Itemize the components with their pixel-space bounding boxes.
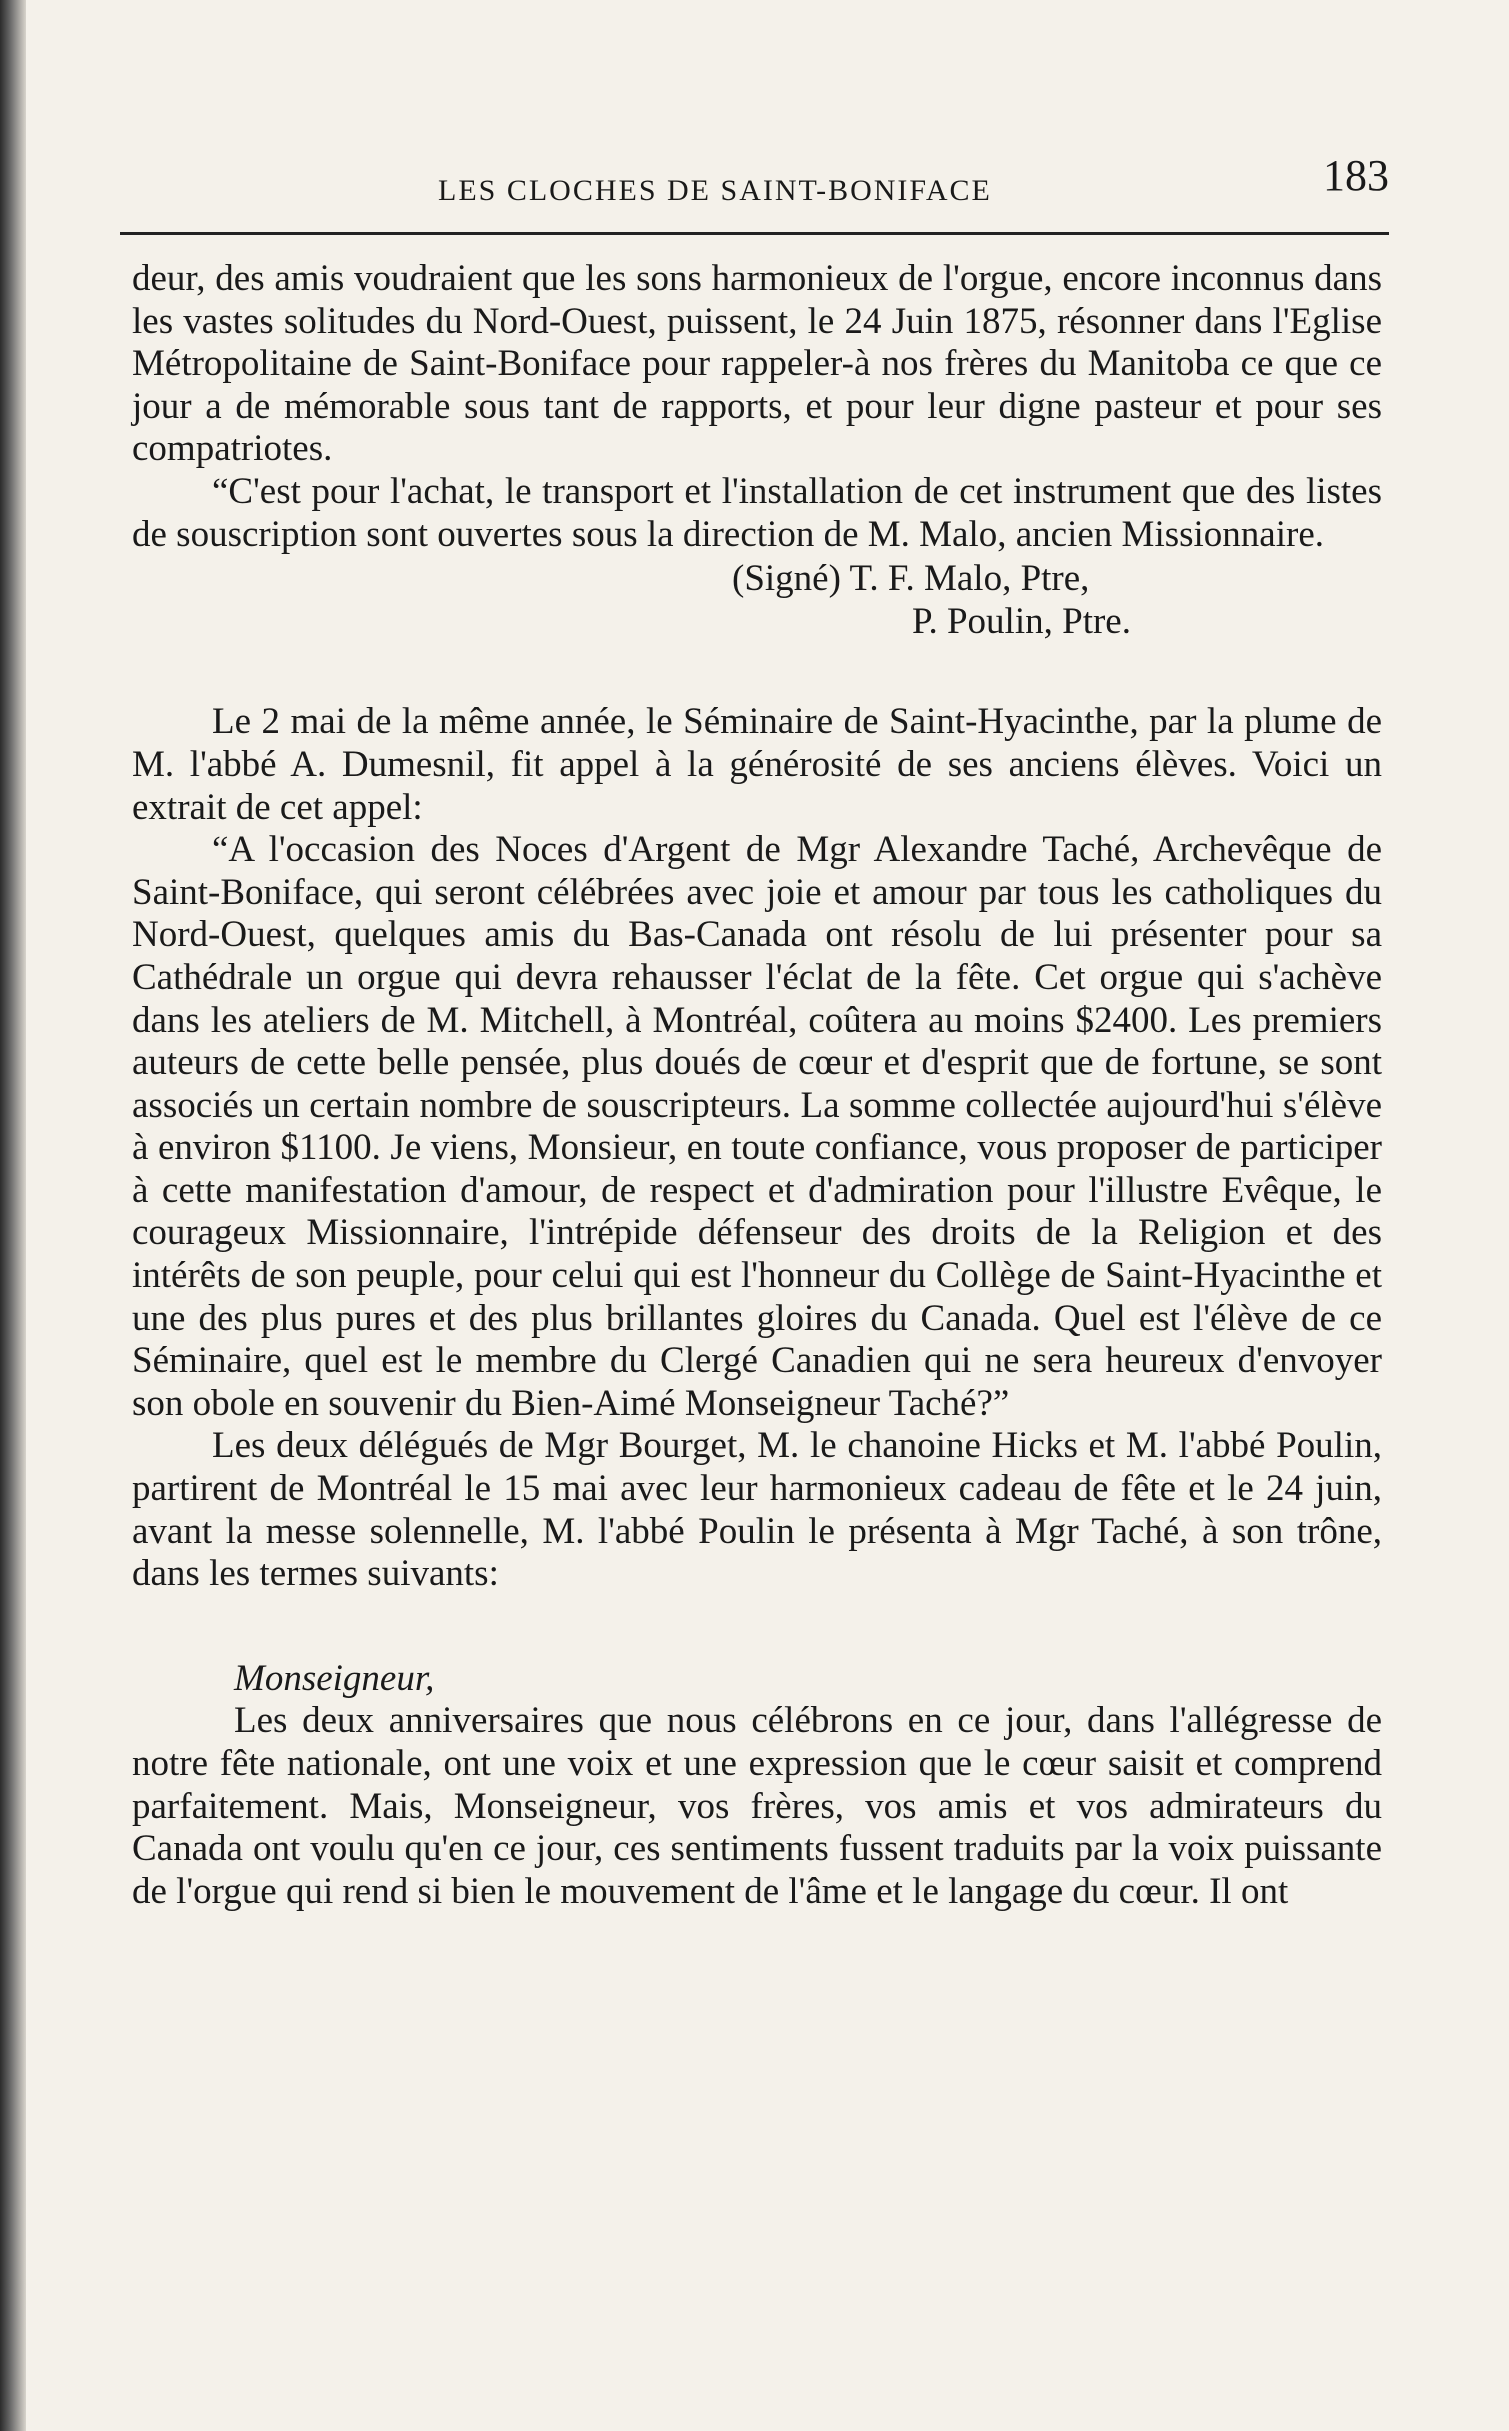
running-title: LES CLOCHES DE SAINT-BONIFACE: [438, 174, 992, 207]
paragraph-address: Les deux anniversaires que nous célébrons en ce jour, dans l'allégresse de notre fête nationale, ont une voix et une expression que le cœur saisit et comprend parfaitement. Mais, Monseigneur, vos frères, vos amis et vos admirateurs du Canada ont voulu qu'en ce jour, ces sentiments fussent traduits par la voix puissante de l'orgue qui rend si bien le mouvement de l'âme et le langage du cœur. Il ont: [132, 1700, 1382, 1912]
section-gap: [132, 643, 1382, 701]
signature-block: [132, 558, 1382, 643]
paragraph-seminary-appeal: Le 2 mai de la même année, le Séminaire de Saint-Hyacinthe, par la plume de M. l'abbé A. Dumesnil, fit appel à la générosité de ses anciens élèves. Voici un extrait de cet appel:: [132, 701, 1382, 828]
paragraph-continuation: deur, des amis voudraient que les sons harmonieux de l'orgue, encore inconnus dans les vastes solitudes du Nord-Ouest, puissent, le 24 Juin 1875, résonner dans l'Eglise Métropolitaine de Saint-Boniface pour rappeler-à nos frères du Manitoba ce que ce jour a de mémorable sous tant de rapports, et pour leur digne pasteur et pour ses compatriotes.: [132, 258, 1382, 470]
paragraph-appeal-quote: “A l'occasion des Noces d'Argent de Mgr Alexandre Taché, Archevêque de Saint-Boniface, qui seront célébrées avec joie et amour par tous les catholiques du Nord-Ouest, quelques amis du Bas-Canada ont résolu de lui présenter pour sa Cathédrale un orgue qui devra rehausser l'éclat de la fête. Cet orgue qui s'achève dans les ateliers de M. Mitchell, à Montréal, coûtera au moins $2400. Les premiers auteurs de cette belle pensée, plus doués de cœur et d'esprit que de fortune, se sont associés un certain nombre de souscripteurs. La somme collectée aujourd'hui s'élève à environ $1100. Je viens, Monsieur, en toute confiance, vous proposer de participer à cette manifestation d'amour, de respect et d'admiration pour l'illustre Evêque, le courageux Missionnaire, l'intrépide défenseur des droits de la Religion et des intérêts de son peuple, pour celui qui est l'honneur du Collège de Saint-Hyacinthe et une des plus pures et des plus brillantes gloires du Canada. Quel est l'élève de ce Séminaire, quel est le membre du Clergé Canadien qui ne sera heureux d'envoyer son obole en souvenir du Bien-Aimé Monseigneur Taché?”: [132, 829, 1382, 1424]
header-rule: [120, 232, 1389, 235]
book-spine-shadow: [0, 0, 26, 2431]
paragraph-delegates: Les deux délégués de Mgr Bourget, M. le chanoine Hicks et M. l'abbé Poulin, partirent de Montréal le 15 mai avec leur harmonieux cadeau de fête et le 24 juin, avant la messe solennelle, M. l'abbé Poulin le présenta à Mgr Taché, à son trône, dans les termes suivants:: [132, 1425, 1382, 1595]
page-body: [132, 258, 1382, 1913]
page-header: [120, 140, 1389, 230]
page-number: 183: [1323, 151, 1389, 200]
signature-line-malo: (Signé) T. F. Malo, Ptre,: [732, 558, 1090, 600]
signature-line-poulin: P. Poulin, Ptre.: [912, 600, 1131, 642]
salutation: Monseigneur,: [234, 1657, 435, 1699]
paragraph-subscription: “C'est pour l'achat, le transport et l'installation de cet instrument que des listes de souscription sont ouvertes sous la direction de M. Malo, ancien Missionnaire.: [132, 470, 1382, 555]
